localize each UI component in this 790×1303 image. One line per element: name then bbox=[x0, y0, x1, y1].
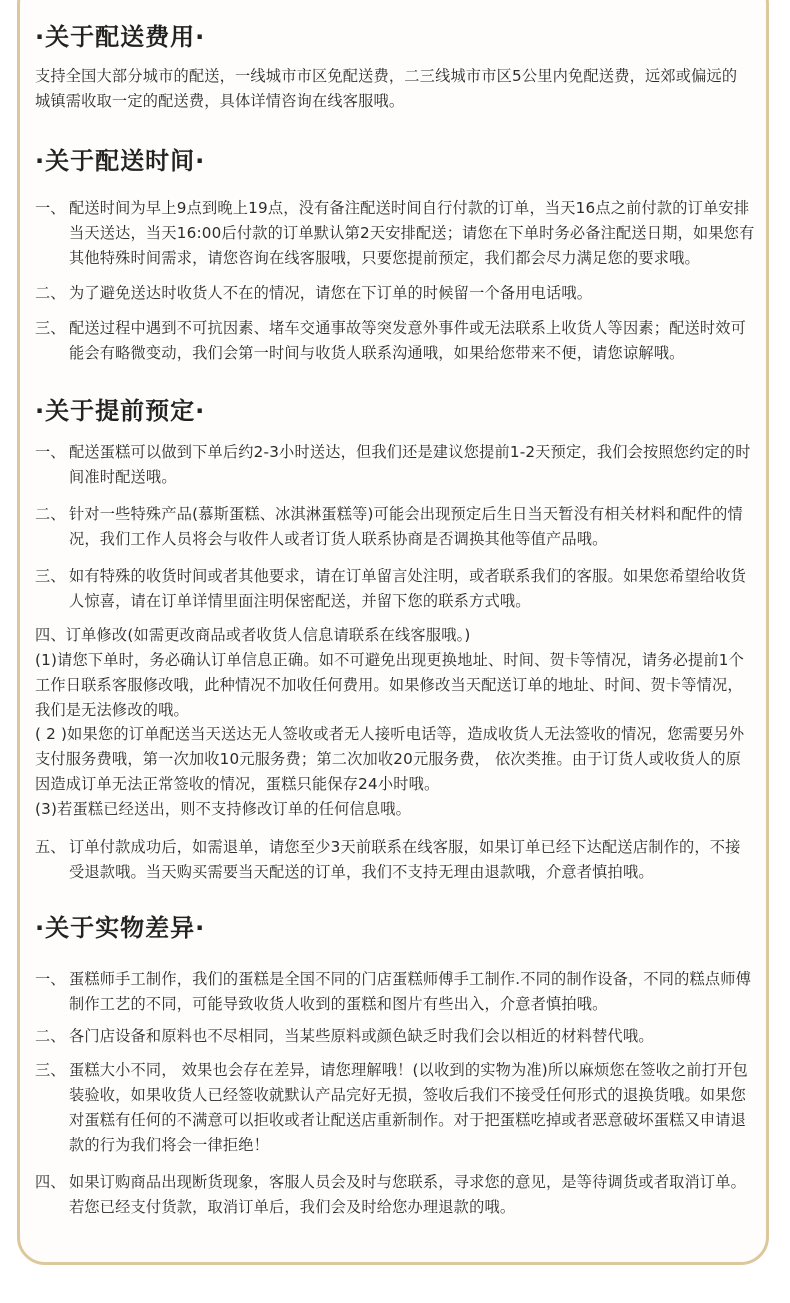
item-text: 针对一些特殊产品(慕斯蛋糕、冰淇淋蛋糕等)可能会出现预定后生日当天暂没有相关材料和配件的情况，我们工作人员将会与收件人或者订货人联系协商是否调换其他等值产品哦。 bbox=[69, 505, 743, 548]
item-text: 各门店设备和原料也不尽相同，当某些原料或颜色缺乏时我们会以相近的材料替代哦。 bbox=[69, 1027, 654, 1045]
item-number: 一、 bbox=[35, 970, 66, 988]
order-modify-rule-3: (3)若蛋糕已经送出，则不支持修改订单的任何信息哦。 bbox=[35, 800, 412, 818]
item-text: 如果订购商品出现断货现象，客服人员会及时与您联系，寻求您的意见，是等待调货或者取消订单。若您已经支付货款，取消订单后，我们会及时给您办理退款的哦。 bbox=[69, 1173, 747, 1216]
item-text: 订单付款成功后，如需退单，请您至少3天前联系在线客服，如果订单已经下达配送店制作的，不接受退款哦。当天购买需要当天配送的订单，我们不支持无理由退款哦，介意者慎拍哦。 bbox=[69, 838, 741, 881]
list-item bbox=[35, 502, 755, 552]
list-item bbox=[35, 835, 755, 885]
list-item bbox=[35, 967, 755, 1017]
item-text: 蛋糕师手工制作，我们的蛋糕是全国不同的门店蛋糕师傅手工制作.不同的制作设备，不同的糕点师傅制作工艺的不同，可能导致收货人收到的蛋糕和图片有些出入，介意者慎拍哦。 bbox=[69, 970, 752, 1013]
list-item bbox=[35, 1058, 755, 1158]
item-text: 配送时间为早上9点到晚上19点，没有备注配送时间自行付款的订单，当天16点之前付款的订单安排当天送达，当天16:00后付款的订单默认第2天安排配送；请您在下单时务必备注配送日期，如果您有其他特殊时间需求，请您咨询在线客服哦，只要您提前预定，我们都会尽力满足您的要求哦。 bbox=[69, 199, 755, 267]
list-item bbox=[35, 316, 755, 366]
order-modify-rule-1: (1)请您下单时，务必确认订单信息正确。如不可避免出现更换地址、时间、贺卡等情况，请务必提前1个工作日联系客服修改哦，此种情况不加收任何费用。如果修改当天配送订单的地址、时间、贺卡等情况，我们是无法修改的哦。 bbox=[35, 651, 745, 719]
item-text: 配送过程中遇到不可抗因素、堵车交通事故等突发意外事件或无法联系上收货人等因素；配送时效可能会有略微变动，我们会第一时间与收货人联系沟通哦，如果给您带来不便，请您谅解哦。 bbox=[69, 319, 747, 362]
item-number: 一、 bbox=[35, 443, 66, 461]
list-item bbox=[35, 196, 755, 271]
list-item bbox=[35, 1170, 755, 1220]
item-number: 三、 bbox=[35, 1061, 66, 1079]
list-item bbox=[35, 440, 755, 490]
item-number: 一、 bbox=[35, 199, 66, 217]
order-modify-rule-2: ( 2 )如果您的订单配送当天送达无人签收或者无人接听电话等，造成收货人无法签收的情况，您需要另外支付服务费哦，第一次加收10元服务费；第二次加收20元服务费， 依次类推。由于订货人或收货人的原因造成订单无法正常签收的情况，蛋糕只能保存24小时哦。 bbox=[35, 725, 745, 793]
item-number: 二、 bbox=[35, 505, 66, 523]
heading-delivery-fee: ·关于配送费用· bbox=[35, 23, 206, 51]
heading-delivery-time: ·关于配送时间· bbox=[35, 147, 206, 175]
item-text: 配送蛋糕可以做到下单后约2-3小时送达，但我们还是建议您提前1-2天预定，我们会按照您约定的时间准时配送哦。 bbox=[69, 443, 751, 486]
item-number: 三、 bbox=[35, 567, 66, 585]
item-number: 三、 bbox=[35, 319, 66, 337]
item-text: 蛋糕大小不同， 效果也会存在差异，请您理解哦！(以收到的实物为准)所以麻烦您在签收之前打开包装验收，如果收货人已经签收就默认产品完好无损，签收后我们不接受任何形式的退换货哦。如果您对蛋糕有任何的不满意可以拒收或者让配送店重新制作。对于把蛋糕吃掉或者恶意破坏蛋糕又申请退款的行为我们将会一律拒绝！ bbox=[69, 1061, 748, 1154]
heading-product-difference: ·关于实物差异· bbox=[35, 914, 206, 942]
item-number: 二、 bbox=[35, 1027, 66, 1045]
order-modify-title: 四、订单修改(如需更改商品或者收货人信息请联系在线客服哦。) bbox=[35, 626, 471, 644]
list-item bbox=[35, 1024, 755, 1049]
list-item bbox=[35, 281, 755, 306]
item-text: 如有特殊的收货时间或者其他要求，请在订单留言处注明，或者联系我们的客服。如果您希望给收货人惊喜，请在订单详情里面注明保密配送，并留下您的联系方式哦。 bbox=[69, 567, 747, 610]
list-item bbox=[35, 564, 755, 614]
item-number: 四、 bbox=[35, 1173, 66, 1191]
heading-preorder: ·关于提前预定· bbox=[35, 397, 206, 425]
item-number: 五、 bbox=[35, 838, 66, 856]
item-text: 为了避免送达时收货人不在的情况，请您在下订单的时候留一个备用电话哦。 bbox=[69, 284, 593, 302]
item-number: 二、 bbox=[35, 284, 66, 302]
delivery-fee-text: 支持全国大部分城市的配送，一线城市市区免配送费，二三线城市市区5公里内免配送费，远郊或偏远的城镇需收取一定的配送费，具体详情咨询在线客服哦。 bbox=[35, 67, 738, 110]
